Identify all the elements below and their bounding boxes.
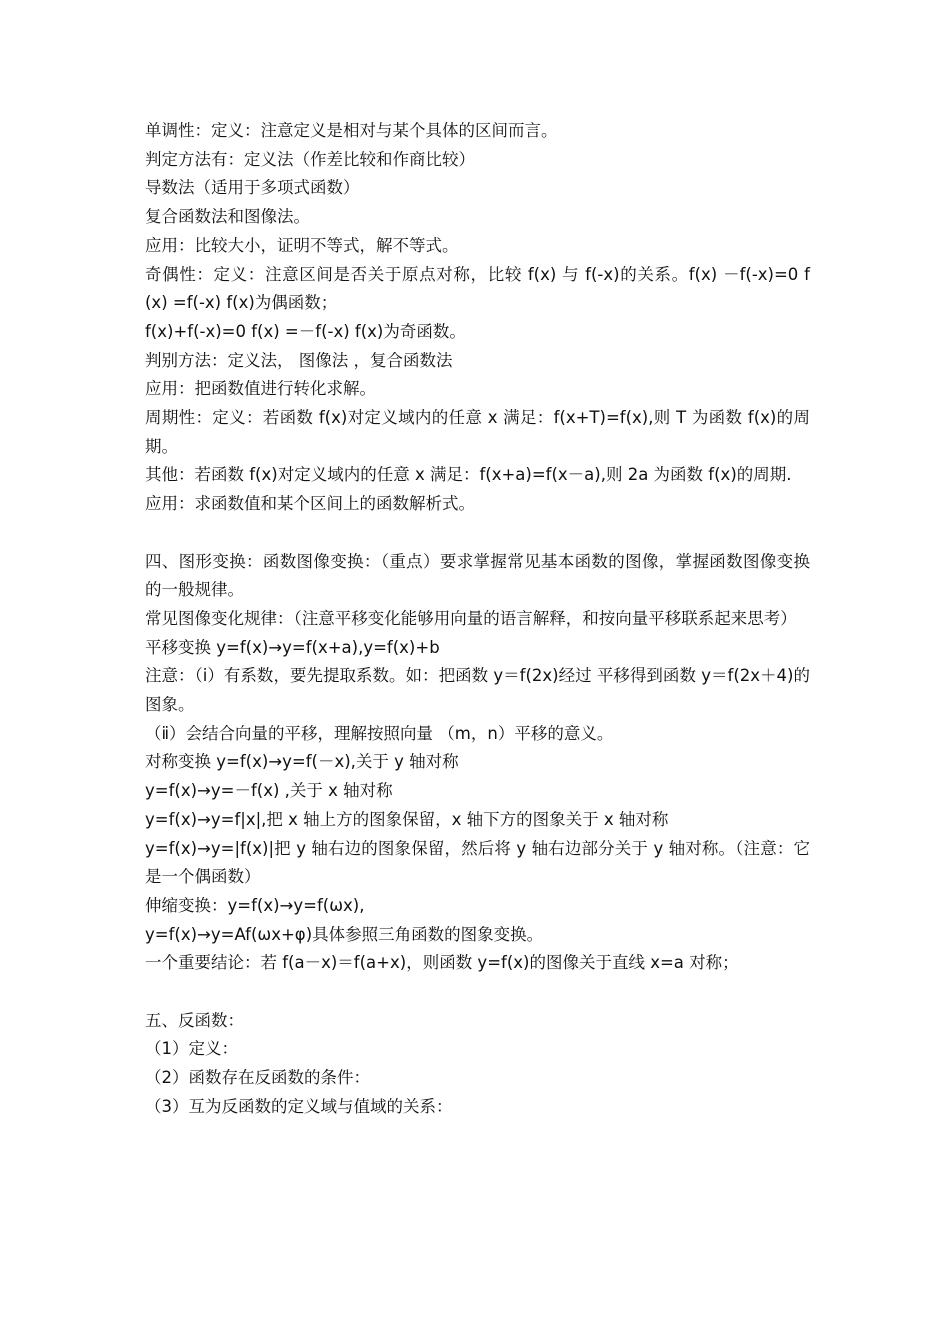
text-line: 周期性：定义：若函数 f(x)对定义域内的任意 x 满足：f(x+T)=f(x),则 T 为函数 f(x)的周期。 — [145, 408, 810, 456]
text-line: f(x)+f(-x)=0 f(x) =－f(-x) f(x)为奇函数。 — [145, 321, 466, 341]
text-line: 判定方法有：定义法（作差比较和作商比较） — [145, 149, 475, 169]
text-line: 对称变换 y=f(x)→y=f(－x),关于 y 轴对称 — [145, 752, 459, 772]
document-body — [145, 117, 810, 1122]
text-line: 一个重要结论：若 f(a－x)＝f(a+x)，则函数 y=f(x)的图像关于直线 x=a 对称； — [145, 953, 739, 973]
blank-line — [145, 519, 810, 548]
text-line: （1）定义： — [145, 1039, 238, 1059]
text-line: （ⅱ）会结合向量的平移，理解按照向量 （m，n）平移的意义。 — [145, 723, 614, 743]
text-line: 导数法（适用于多项式函数） — [145, 178, 360, 198]
text-line: （3）互为反函数的定义域与值域的关系： — [145, 1096, 453, 1116]
blank-line — [145, 978, 810, 1007]
text-line: 奇偶性：定义：注意区间是否关于原点对称，比较 f(x) 与 f(-x)的关系。f(x) －f(-x)=0 f(x) =f(-x) f(x)为偶函数； — [145, 264, 810, 313]
text-line: 常见图像变化规律：（注意平移变化能够用向量的语言解释，和按向量平移联系起来思考） — [145, 608, 797, 628]
text-line: 应用：把函数值进行转化求解。 — [145, 379, 376, 399]
text-line: （2）函数存在反函数的条件： — [145, 1068, 370, 1088]
text-line: 伸缩变换：y=f(x)→y=f(ωx), — [145, 895, 365, 915]
text-line: 单调性：定义：注意定义是相对与某个具体的区间而言。 — [145, 121, 558, 140]
text-line: y=f(x)→y=f|x|,把 x 轴上方的图象保留，x 轴下方的图象关于 x 轴对称 — [145, 809, 669, 829]
text-line: 其他：若函数 f(x)对定义域内的任意 x 满足：f(x+a)=f(x－a),则 2a 为函数 f(x)的周期. — [145, 465, 792, 485]
text-line: y=f(x)→y=Af(ωx+φ)具体参照三角函数的图象变换。 — [145, 924, 544, 944]
text-line: 四、图形变换：函数图像变换：（重点）要求掌握常见基本函数的图像，掌握函数图像变换的一般规律。 — [145, 551, 810, 600]
text-line: y=f(x)→y=|f(x)|把 y 轴右边的图象保留，然后将 y 轴右边部分关于 y 轴对称。（注意：它是一个偶函数） — [145, 838, 810, 887]
text-line: 平移变换 y=f(x)→y=f(x+a),y=f(x)+b — [145, 637, 440, 657]
text-line: 复合函数法和图像法。 — [145, 207, 310, 227]
text-line: 应用：比较大小，证明不等式，解不等式。 — [145, 235, 459, 255]
text-line: 注意：（ⅰ）有系数，要先提取系数。如：把函数 y＝f(2x)经过 平移得到函数 y＝f(2x＋4)的图象。 — [145, 666, 810, 715]
text-line: 应用：求函数值和某个区间上的函数解析式。 — [145, 494, 475, 514]
text-line: y=f(x)→y=－f(x) ,关于 x 轴对称 — [145, 781, 393, 801]
text-line: 判别方法：定义法， 图像法 ，复合函数法 — [145, 350, 453, 370]
text-line: 五、反函数： — [145, 1010, 244, 1030]
